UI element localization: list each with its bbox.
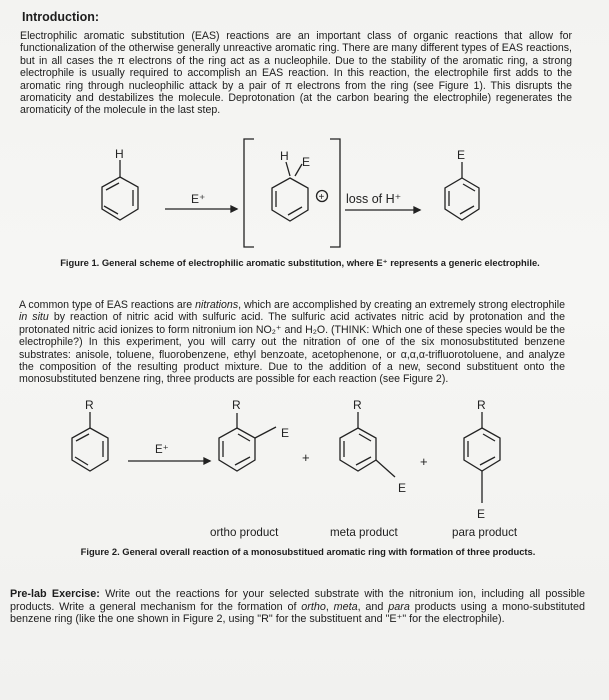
ortho-e-label: E <box>281 426 290 440</box>
reaction-arrow-2 <box>345 207 420 213</box>
ortho-product-molecule <box>219 413 276 471</box>
prelab-para: para <box>388 600 410 613</box>
reaction-arrow-1 <box>165 206 237 212</box>
start-h-label: H <box>115 147 124 161</box>
fig2-substrate-molecule <box>72 412 108 471</box>
product-e-label: E <box>457 148 466 162</box>
para-product-molecule <box>464 412 500 503</box>
para2-text-1: A common type of EAS reactions are <box>19 299 196 311</box>
prelab-text-3: , and <box>357 600 389 613</box>
benzene-start-molecule <box>102 160 138 220</box>
intermediate-h-label: H <box>280 149 289 163</box>
para2-text-3: by reaction of nitric acid with sulfuric acid. The sulfuric acid activates nitric acid by protonation and the protonated nitric acid ionizes to form nitronium ion NO₂⁺ and H₂O. (THINK: Which one of these species would be the electrophile?) In this experiment, you will carry out the nitration of one of the six monosubstituted benzene substrates: anisole, toluene, fluorobenzene, ethyl benzoate, acetophenone, or α,α,α-trifluorotoluene, and analyze the composition of the resulting product mixture. Due to the addition of a new, second substituent onto the monosubstituted benzene ring, three products are possible for each reaction (see Figure 2). <box>19 311 565 386</box>
prelab-text-2: , <box>325 600 334 613</box>
prelab-meta: meta <box>333 600 358 613</box>
intermediate-e-label: E <box>302 155 311 169</box>
meta-product-molecule <box>340 412 395 477</box>
intro-paragraph: Electrophilic aromatic substitution (EAS) reactions are an important class of organic reactions that allow for functionalization of the otherwise generally unreactive aromatic ring. There are many different types of EAS reactions, but in all cases the π electrons of the ring act as a nucleophile. Due to the stability of the aromatic ring, a strong electrophile is usually required to accomplish an EAS reaction. In this reaction, the electrophile first adds to the aromatic ring through nucleophilic attack by a pair of π electrons from the ring (see Figure 1). This disrupts the aromaticity and destabilizes the molecule. Deprotonation (at the carbon bearing the electrophile) regenerates the aromaticity of the molecule in the last step. <box>20 30 572 117</box>
fig2-r-label-4: R <box>477 398 486 412</box>
section-heading: Introduction: <box>22 10 100 24</box>
prelab-exercise <box>10 588 585 626</box>
prelab-label: Pre-lab Exercise: <box>10 588 100 600</box>
para-product-label: para product <box>452 526 518 539</box>
para2-italic-nitrations: nitrations <box>195 299 239 311</box>
fig2-reagent-e-plus: E⁺ <box>155 444 169 456</box>
para2-text-2: , which are accomplished by creating an extremely strong electrophile <box>238 299 565 311</box>
reagent-e-plus: E⁺ <box>191 192 206 206</box>
fig2-r-label-2: R <box>232 398 241 412</box>
prelab-text-1: Write out the reactions for your selected substrate with the nitronium ion, including all possible products. Write a general mechanism for the formation of <box>10 588 586 613</box>
fig2-r-label-3: R <box>353 398 362 412</box>
prelab-text-4: products using a mono-substituted benzene ring (like the one shown in Figure 2, using "R" for the substituent and "E⁺" for the electrophile). <box>10 600 585 626</box>
benzene-product-molecule <box>445 162 479 220</box>
para2-italic-in-situ: in situ <box>19 311 49 324</box>
arenium-intermediate <box>272 162 308 221</box>
meta-e-label: E <box>398 481 407 495</box>
nitration-paragraph <box>19 299 565 386</box>
plus-sign-1: + <box>302 450 310 465</box>
plus-sign-2: + <box>420 454 428 469</box>
para-e-label: E <box>477 507 486 521</box>
prelab-ortho: ortho <box>301 600 326 613</box>
loss-of-h-label: loss of H⁺ <box>346 192 402 206</box>
figure-1-caption: Figure 1. General scheme of electrophilic aromatic substitution, where E⁺ represents a generic electrophile. <box>60 257 540 268</box>
fig2-r-label-1: R <box>85 398 94 412</box>
fig2-reaction-arrow <box>128 458 210 464</box>
meta-product-label: meta product <box>330 526 398 539</box>
charge-symbol: + <box>318 192 325 203</box>
ortho-product-label: ortho product <box>210 526 279 539</box>
figure-2-caption: Figure 2. General overall reaction of a monosubstitued aromatic ring with formation of three products. <box>80 546 536 557</box>
intermediate-bracket <box>244 139 340 247</box>
